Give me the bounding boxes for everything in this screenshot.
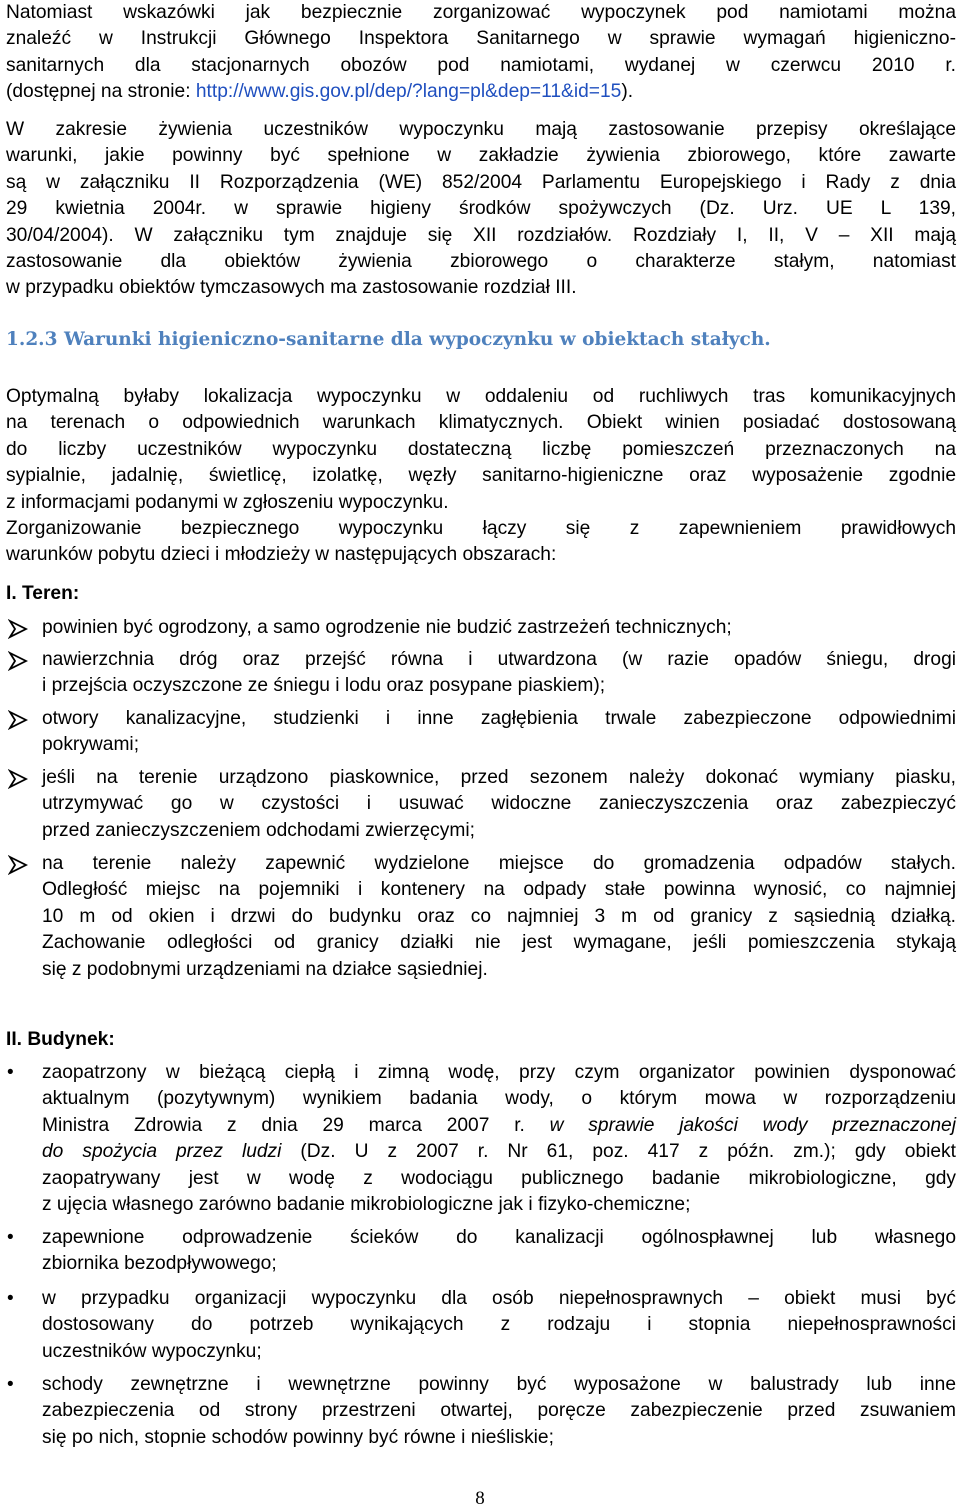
text-line: [42, 1113, 956, 1139]
arrow-bullet-icon: [8, 651, 28, 671]
text-fragment: ).: [621, 81, 634, 103]
text-line: przed zanieczyszczeniem odchodami zwierzęcymi;: [42, 819, 475, 841]
text-fragment: (Dz. U z 2007 r. Nr 61, poz. 417 z późn. zm.); gdy obiekt: [281, 1141, 956, 1163]
round-bullet-icon: •: [7, 1374, 14, 1395]
text-line: w przypadku obiektów tymczasowych ma zastosowanie rozdział III.: [6, 277, 577, 299]
arrow-bullet-icon: [8, 619, 28, 639]
text-line: 10 m od okien i drzwi do budynku oraz co najmniej 3 m od granicy z sąsiednią działką.: [42, 905, 956, 927]
text-line: warunków pobytu dzieci i młodzieży w następujących obszarach:: [6, 544, 557, 566]
text-line: aktualnym (pozytywnym) wynikiem badania wody, o którym mowa w rozporządzeniu: [42, 1088, 956, 1110]
text-line: zapewnione odprowadzenie ścieków do kanalizacji ogólnospławnej lub własnego: [42, 1227, 956, 1248]
text-line: powinien być ogrodzony, a samo ogrodzenie nie budzić zastrzeżeń technicznych;: [42, 617, 732, 638]
text-line: 29 kwietnia 2004r. w sprawie higieny środków spożywczych (Dz. Urz. UE L 139,: [6, 198, 956, 220]
text-line: się po nich, stopnie schodów powinny być równe i nieśliskie;: [42, 1426, 554, 1448]
text-line: na terenie należy zapewnić wydzielone miejsce do gromadzenia odpadów stałych.: [42, 853, 956, 874]
italic-title-fragment: w sprawie jakości wody przeznaczonej: [549, 1114, 956, 1136]
text-line: jeśli na terenie urządzono piaskownice, przed sezonem należy dokonać wymiany piasku,: [42, 767, 956, 788]
text-fragment: (dostępnej na stronie:: [6, 81, 196, 103]
text-line: zastosowanie dla obiektów żywienia zbiorowego o charakterze stałym, natomiast: [6, 251, 956, 273]
text-line: zabezpieczenia od strony przestrzeni otwartej, poręcze zabezpieczenie przed zsuwaniem: [42, 1400, 956, 1422]
italic-title-fragment: do spożycia przez ludzi: [42, 1141, 282, 1163]
text-line: sypialnie, jadalnię, świetlicę, izolatkę, węzły sanitarno-higieniczne oraz wyposażenie zgodnie: [6, 465, 956, 487]
text-line: są w załączniku II Rozporządzenia (WE) 852/2004 Parlamentu Europejskiego i Rady z dnia: [6, 171, 956, 193]
list-item-text: [42, 851, 956, 983]
intro-paragraph: [6, 0, 956, 106]
text-line: Zachowanie odległości od granicy działki nie jest wymagane, jeśli pomieszczenia stykają: [42, 932, 956, 954]
text-line: pokrywami;: [42, 734, 140, 756]
text-line: uczestników wypoczynku;: [42, 1340, 262, 1362]
round-bullet-icon: •: [7, 1227, 14, 1248]
text-line: utrzymywać go w czystości i usuwać widoczne zanieczyszczenia oraz zabezpieczyć: [42, 793, 956, 815]
budynek-section-title: II. Budynek:: [6, 1029, 115, 1050]
text-line: w przypadku organizacji wypoczynku dla osób niepełnosprawnych – obiekt musi być: [42, 1288, 956, 1309]
text-line: [6, 79, 956, 105]
safety-paragraph: [6, 516, 956, 569]
location-paragraph: [6, 384, 956, 516]
text-line: Natomiast wskazówki jak bezpiecznie zorganizować wypoczynek pod namiotami można: [6, 2, 956, 23]
text-line: Odległość miejsc na pojemniki i kontenery na odpady stałe powinna wynosić, co najmniej: [42, 879, 956, 901]
text-line: 30/04/2004). W załączniku tym znajduje się XII rozdziałów. Rozdziały I, II, V – XII mają: [6, 224, 956, 246]
text-line: na terenach o odpowiednich warunkach klimatycznych. Obiekt winien posiadać dostosowaną: [6, 412, 956, 434]
list-item-text: [42, 1060, 956, 1218]
arrow-bullet-icon: [8, 769, 28, 789]
list-item-text: [42, 706, 956, 759]
list-item-text: [42, 647, 956, 700]
text-line: z informacjami podanymi w zgłoszeniu wypoczynku.: [6, 491, 449, 513]
arrow-bullet-icon: [8, 710, 28, 730]
gis-website-link[interactable]: http://www.gis.gov.pl/dep/?lang=pl&dep=11&id=15: [195, 81, 622, 103]
round-bullet-icon: •: [7, 1288, 14, 1309]
teren-section-title: I. Teren:: [6, 583, 80, 604]
text-line: się z podobnymi urządzeniami na działce sąsiedniej.: [42, 958, 488, 980]
text-line: zbiornika bezodpływowego;: [42, 1253, 277, 1275]
list-item-text: [42, 1286, 956, 1365]
list-item-text: [42, 765, 956, 844]
text-fragment: Ministra Zdrowia z dnia 29 marca 2007 r.: [42, 1114, 550, 1136]
text-line: nawierzchnia dróg oraz przejść równa i utwardzona (w razie opadów śniegu, drogi: [42, 649, 956, 670]
section-heading: 1.2.3 Warunki higieniczno-sanitarne dla wypoczynku w obiektach stałych.: [6, 329, 771, 350]
list-item-text: [42, 1372, 956, 1451]
round-bullet-icon: •: [7, 1062, 14, 1083]
text-line: [42, 1139, 956, 1165]
text-line: schody zewnętrzne i wewnętrzne powinny być wyposażone w balustrady lub inne: [42, 1374, 956, 1395]
text-line: warunki, jakie powinny być spełnione w zakładzie żywienia zbiorowego, które zawarte: [6, 145, 956, 167]
text-line: zaopatrywany jest w wodę z wodociągu publicznego badanie mikrobiologiczne, gdy: [42, 1167, 956, 1189]
text-line: otwory kanalizacyjne, studzienki i inne zagłębienia trwale zabezpieczone odpowiednimi: [42, 708, 956, 729]
text-line: znaleźć w Instrukcji Głównego Inspektora Sanitarnego w sprawie wymagań higieniczno-: [6, 28, 956, 50]
text-line: z ujęcia własnego zarówno badanie mikrobiologiczne jak i fizyko-chemiczne;: [42, 1194, 691, 1216]
text-line: Zorganizowanie bezpiecznego wypoczynku łączy się z zapewnieniem prawidłowych: [6, 518, 956, 539]
text-line: do liczby uczestników wypoczynku dostateczną liczbę pomieszczeń przeznaczonych na: [6, 438, 956, 460]
text-line: zaopatrzony w bieżącą ciepłą i zimną wodę, przy czym organizator powinien dysponować: [42, 1062, 956, 1083]
text-line: i przejścia oczyszczone ze śniegu i lodu oraz posypane piaskiem);: [42, 675, 606, 697]
text-line: Optymalną byłaby lokalizacja wypoczynku w oddaleniu od ruchliwych tras komunikacyjnych: [6, 386, 956, 407]
page-number: 8: [475, 1488, 485, 1509]
text-line: dostosowany do potrzeb wynikających z rodzaju i stopnia niepełnosprawności: [42, 1314, 956, 1336]
list-item-text: [42, 615, 956, 641]
text-line: W zakresie żywienia uczestników wypoczynku mają zastosowanie przepisy określające: [6, 119, 956, 140]
text-line: sanitarnych dla stacjonarnych obozów pod namiotami, wydanej w czerwcu 2010 r.: [6, 54, 956, 76]
list-item-text: [42, 1225, 956, 1278]
arrow-bullet-icon: [8, 855, 28, 875]
nutrition-paragraph: [6, 117, 956, 302]
